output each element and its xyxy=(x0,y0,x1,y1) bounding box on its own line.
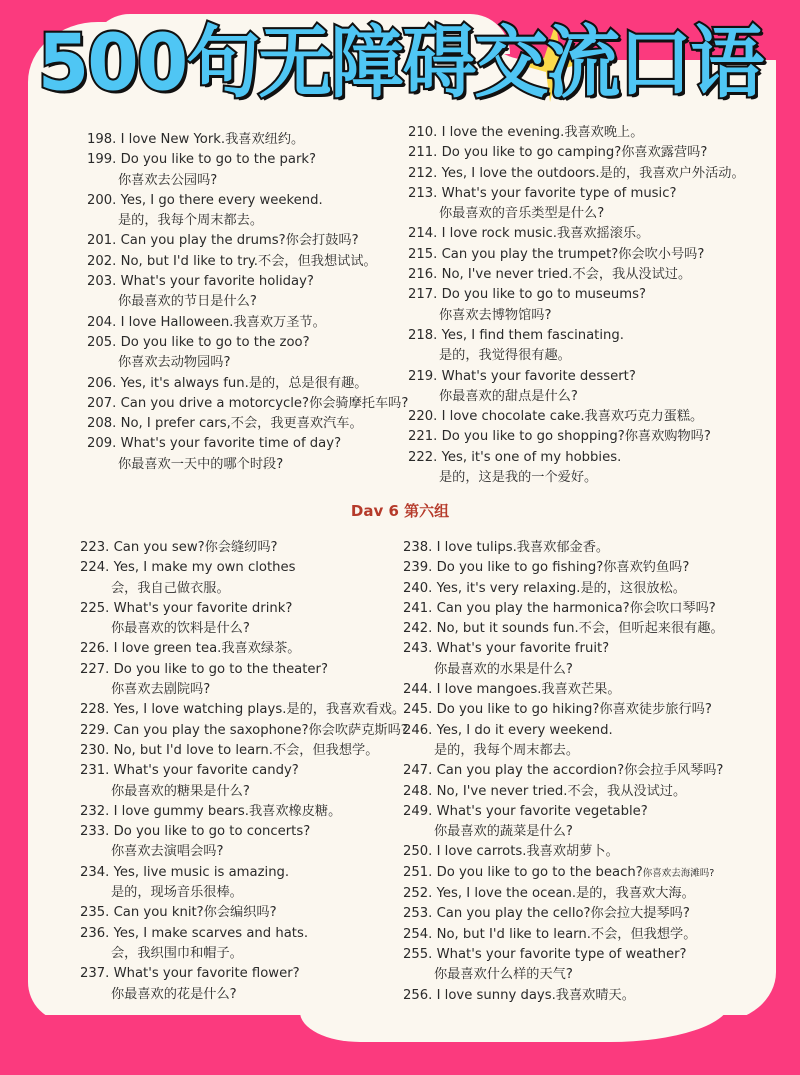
phrase-item xyxy=(403,945,724,986)
phrase-item xyxy=(403,538,724,558)
phrase-chinese: 不会，我从没试过。 xyxy=(567,783,687,799)
phrase-item xyxy=(87,191,408,232)
phrase-english: No, but I'd like to learn. xyxy=(436,926,591,942)
phrase-number: 233. xyxy=(80,824,110,840)
phrase-item xyxy=(408,143,745,163)
phrase-item xyxy=(403,782,724,802)
section2-right-column xyxy=(403,538,724,1006)
phrase-chinese: 我喜欢芒果。 xyxy=(541,682,621,698)
phrase-chinese: 我喜欢胡萝卜。 xyxy=(526,844,619,860)
phrase-item xyxy=(87,252,408,272)
phrase-english: What's your favorite vegetable? xyxy=(436,803,648,819)
phrase-item xyxy=(80,700,408,720)
phrase-chinese: 你会缝纫吗? xyxy=(204,540,278,555)
day-heading: Dav 6 第六组 xyxy=(350,502,450,520)
phrase-english: Can you sew? xyxy=(113,540,205,555)
phrase-chinese: 是的，我喜欢大海。 xyxy=(576,886,695,902)
phrase-item xyxy=(87,394,408,414)
phrase-chinese: 是的，这是我的一个爱好。 xyxy=(439,470,598,486)
phrase-number: 214. xyxy=(408,226,438,242)
phrase-item xyxy=(408,265,745,285)
phrase-item xyxy=(408,448,745,489)
phrase-chinese: 是的，我觉得很有趣。 xyxy=(439,348,571,364)
phrase-english: No, I've never tried. xyxy=(441,267,573,283)
phrase-english: I love tulips. xyxy=(436,540,517,555)
phrase-chinese: 不会，我更喜欢汽车。 xyxy=(230,416,363,432)
phrase-chinese: 你会骑摩托车吗? xyxy=(309,395,409,411)
phrase-english: Yes, I make scarves and hats. xyxy=(113,925,309,941)
phrase-chinese: 你喜欢露营吗? xyxy=(621,145,708,161)
phrase-english: No, but I'd love to learn. xyxy=(113,742,273,758)
phrase-chinese: 你会吹小号吗? xyxy=(618,246,705,262)
phrase-number: 235. xyxy=(80,905,110,921)
phrase-chinese: 不会，但我想学。 xyxy=(272,742,379,758)
phrase-english: Do you like to go to the park? xyxy=(120,152,317,168)
phrase-chinese: 你会吹萨克斯吗? xyxy=(308,722,408,738)
phrase-number: 237. xyxy=(80,966,110,982)
phrase-item xyxy=(87,272,408,313)
phrase-item xyxy=(87,231,408,251)
phrase-english: Yes, it's very relaxing. xyxy=(436,580,581,596)
phrase-chinese: 你最喜欢的音乐类型是什么? xyxy=(439,206,605,222)
phrase-chinese: 你喜欢去演唱会吗? xyxy=(111,844,224,860)
phrase-number: 232. xyxy=(80,803,110,819)
phrase-item xyxy=(87,130,408,150)
phrase-number: 240. xyxy=(403,580,433,596)
phrase-item xyxy=(408,184,745,225)
phrase-chinese: 你喜欢去剧院吗? xyxy=(111,682,211,698)
phrase-number: 204. xyxy=(87,314,117,330)
phrase-item xyxy=(80,761,408,802)
phrase-item xyxy=(87,313,408,333)
phrase-english: I love green tea. xyxy=(113,641,222,657)
phrase-number: 230. xyxy=(80,742,110,758)
phrase-item xyxy=(403,925,724,945)
phrase-chinese: 是的，总是很有趣。 xyxy=(248,375,368,391)
phrase-chinese: 不会，但听起来很有趣。 xyxy=(578,621,724,637)
phrase-chinese: 你最喜欢的花是什么? xyxy=(111,986,237,1002)
phrase-number: 218. xyxy=(408,327,438,343)
phrase-english: I love gummy bears. xyxy=(113,803,249,819)
phrase-english: Do you like to go to the beach? xyxy=(436,864,643,880)
phrase-chinese: 你最喜欢的糖果是什么? xyxy=(111,783,250,799)
phrase-chinese: 你喜欢去博物馆吗? xyxy=(439,307,552,323)
phrase-chinese: 我喜欢万圣节。 xyxy=(233,314,326,330)
phrase-number: 252. xyxy=(403,886,433,902)
phrase-chinese: 是的，我喜欢户外活动。 xyxy=(599,165,745,181)
phrase-english: Yes, it's always fun. xyxy=(120,375,249,391)
phrase-english: I love Halloween. xyxy=(120,314,234,330)
phrase-chinese: 会，我织围巾和帽子。 xyxy=(111,945,243,961)
phrase-item xyxy=(80,660,408,701)
phrase-chinese: 我喜欢郁金香。 xyxy=(516,540,610,555)
phrase-item xyxy=(80,558,408,599)
phrase-english: I love New York. xyxy=(120,132,226,147)
section1-right-column xyxy=(408,123,745,488)
phrase-number: 221. xyxy=(408,429,438,445)
phrase-item xyxy=(408,164,745,184)
phrase-item xyxy=(87,150,408,191)
phrase-chinese: 你喜欢徒步旅行吗? xyxy=(599,702,712,718)
phrase-chinese: 你会拉大提琴吗? xyxy=(590,906,690,922)
phrase-item xyxy=(403,639,724,680)
phrase-english: Do you like to go shopping? xyxy=(441,429,625,445)
phrase-item xyxy=(80,741,408,761)
phrase-number: 225. xyxy=(80,600,110,616)
phrase-chinese: 我喜欢晴天。 xyxy=(555,987,635,1003)
phrase-number: 234. xyxy=(80,864,110,880)
phrase-item xyxy=(80,924,408,965)
phrase-item xyxy=(87,333,408,374)
phrase-number: 227. xyxy=(80,661,110,677)
phrase-english: Do you like to go camping? xyxy=(441,145,622,161)
section2-left-column xyxy=(80,538,408,1005)
phrase-chinese: 会，我自己做衣服。 xyxy=(111,580,230,596)
phrase-english: What's your favorite fruit? xyxy=(436,641,610,657)
phrase-english: No, I prefer cars, xyxy=(120,416,231,432)
phrase-item xyxy=(80,964,408,1005)
phrase-item xyxy=(80,639,408,659)
phrase-item xyxy=(408,224,745,244)
phrase-item xyxy=(80,538,408,558)
phrase-english: Can you play the cello? xyxy=(436,906,591,922)
phrase-english: Yes, I love the outdoors. xyxy=(441,165,600,181)
phrase-number: 203. xyxy=(87,274,117,290)
phrase-chinese: 你喜欢去海滩吗? xyxy=(642,867,715,879)
section1-left-column xyxy=(87,130,408,475)
phrase-number: 251. xyxy=(403,864,433,880)
phrase-item xyxy=(80,721,408,741)
phrase-item xyxy=(80,903,408,923)
phrase-number: 224. xyxy=(80,560,110,576)
phrase-chinese: 你会拉手风琴吗? xyxy=(624,763,724,779)
phrase-english: I love the evening. xyxy=(441,125,565,140)
phrase-english: What's your favorite type of music? xyxy=(441,185,677,201)
phrase-number: 246. xyxy=(403,722,433,738)
phrase-item xyxy=(403,986,724,1006)
phrase-chinese: 是的，这很放松。 xyxy=(580,580,686,596)
phrase-number: 199. xyxy=(87,152,117,168)
phrase-number: 202. xyxy=(87,253,117,269)
phrase-item xyxy=(403,721,724,762)
phrase-chinese: 你会吹口琴吗? xyxy=(629,600,716,616)
phrase-number: 229. xyxy=(80,722,110,738)
phrase-number: 217. xyxy=(408,287,438,303)
phrase-number: 249. xyxy=(403,803,433,819)
phrase-item xyxy=(403,558,724,578)
phrase-item xyxy=(403,599,724,619)
phrase-number: 215. xyxy=(408,246,438,262)
phrase-english: What's your favorite dessert? xyxy=(441,368,636,384)
phrase-item xyxy=(403,579,724,599)
phrase-chinese: 你最喜欢的节日是什么? xyxy=(118,294,257,310)
phrase-english: What's your favorite flower? xyxy=(113,966,300,982)
phrase-item xyxy=(80,599,408,640)
phrase-chinese: 你最喜欢什么样的天气? xyxy=(434,967,573,983)
phrase-number: 206. xyxy=(87,375,117,391)
phrase-chinese: 你喜欢去公园吗? xyxy=(118,172,218,188)
phrase-number: 220. xyxy=(408,409,438,425)
phrase-number: 243. xyxy=(403,641,433,657)
phrase-chinese: 你最喜欢的甜点是什么? xyxy=(439,388,578,404)
phrase-english: Can you play the saxophone? xyxy=(113,722,309,738)
phrase-item xyxy=(403,904,724,924)
phrase-english: Can you play the harmonica? xyxy=(436,600,630,616)
phrase-number: 209. xyxy=(87,436,117,452)
phrase-number: 256. xyxy=(403,987,433,1003)
phrase-chinese: 是的，我每个周末都去。 xyxy=(434,742,580,758)
phrase-item xyxy=(87,414,408,434)
phrase-english: What's your favorite type of weather? xyxy=(436,946,687,962)
phrase-english: Do you like to go fishing? xyxy=(436,560,604,576)
phrase-item xyxy=(80,822,408,863)
phrase-chinese: 我喜欢橡皮糖。 xyxy=(248,803,342,819)
phrase-chinese: 我喜欢晚上。 xyxy=(564,125,644,140)
phrase-english: What's your favorite candy? xyxy=(113,763,299,779)
phrase-english: What's your favorite drink? xyxy=(113,600,293,616)
phrase-chinese: 你最喜欢一天中的哪个时段? xyxy=(118,456,284,472)
phrase-english: I love sunny days. xyxy=(436,987,556,1003)
phrase-english: Do you like to go to concerts? xyxy=(113,824,311,840)
phrase-chinese: 你喜欢购物吗? xyxy=(624,429,711,445)
phrase-number: 200. xyxy=(87,192,117,208)
phrase-english: Yes, I go there every weekend. xyxy=(120,192,323,208)
phrase-english: Yes, I love the ocean. xyxy=(436,886,577,902)
phrase-chinese: 我喜欢纽约。 xyxy=(225,132,305,147)
phrase-english: Yes, I find them fascinating. xyxy=(441,327,624,343)
phrase-chinese: 不会，我从没试过。 xyxy=(572,267,692,283)
phrase-number: 205. xyxy=(87,334,117,350)
phrase-item xyxy=(403,761,724,781)
phrase-english: I love chocolate cake. xyxy=(441,409,585,425)
phrase-chinese: 我喜欢绿茶。 xyxy=(221,641,301,657)
phrase-item xyxy=(403,680,724,700)
phrase-number: 228. xyxy=(80,702,110,718)
phrase-chinese: 不会，但我想试试。 xyxy=(258,253,377,269)
phrase-item xyxy=(403,802,724,843)
phrase-english: Do you like to go to museums? xyxy=(441,287,646,303)
phrase-english: No, but I'd like to try. xyxy=(120,253,259,269)
phrase-number: 253. xyxy=(403,906,433,922)
phrase-item xyxy=(80,802,408,822)
phrase-number: 241. xyxy=(403,600,433,616)
phrase-number: 201. xyxy=(87,233,117,249)
phrase-item xyxy=(403,842,724,862)
phrase-chinese: 我喜欢巧克力蛋糕。 xyxy=(584,409,704,425)
phrase-number: 213. xyxy=(408,185,438,201)
phrase-english: Yes, live music is amazing. xyxy=(113,864,290,880)
phrase-english: I love mangoes. xyxy=(436,682,542,698)
phrase-item xyxy=(87,434,408,475)
card-bottom-lobe-decoration xyxy=(300,1000,730,1042)
phrase-english: Can you drive a motorcycle? xyxy=(120,395,310,411)
phrase-english: I love carrots. xyxy=(436,844,527,860)
phrase-english: What's your favorite time of day? xyxy=(120,436,342,452)
phrase-number: 219. xyxy=(408,368,438,384)
phrase-number: 242. xyxy=(403,621,433,637)
phrase-item xyxy=(408,285,745,326)
phrase-english: Can you knit? xyxy=(113,905,204,921)
phrase-number: 244. xyxy=(403,682,433,698)
phrase-number: 212. xyxy=(408,165,438,181)
phrase-english: Yes, I love watching plays. xyxy=(113,702,287,718)
phrase-number: 250. xyxy=(403,844,433,860)
phrase-english: No, but it sounds fun. xyxy=(436,621,579,637)
phrase-item xyxy=(403,700,724,720)
page-title: 500句无障碍交流口语 xyxy=(37,17,763,109)
phrase-chinese: 你最喜欢的饮料是什么? xyxy=(111,621,250,637)
phrase-chinese: 你最喜欢的蔬菜是什么? xyxy=(434,824,573,840)
phrase-chinese: 我喜欢摇滚乐。 xyxy=(556,226,650,242)
phrase-number: 236. xyxy=(80,925,110,941)
phrase-number: 238. xyxy=(403,540,433,555)
phrase-english: Yes, I do it every weekend. xyxy=(436,722,613,738)
phrase-number: 216. xyxy=(408,267,438,283)
phrase-item xyxy=(408,245,745,265)
phrase-item xyxy=(408,427,745,447)
phrase-chinese: 是的，现场音乐很棒。 xyxy=(111,885,243,901)
phrase-item xyxy=(403,884,724,904)
phrase-chinese: 是的，我每个周末都去。 xyxy=(118,213,264,229)
phrase-english: Yes, I make my own clothes xyxy=(113,560,296,576)
phrase-chinese: 你喜欢去动物园吗? xyxy=(118,355,231,371)
phrase-chinese: 你会编织吗? xyxy=(203,905,277,921)
phrase-chinese: 你喜欢钓鱼吗? xyxy=(603,560,690,576)
phrase-item xyxy=(403,619,724,639)
phrase-english: No, I've never tried. xyxy=(436,783,568,799)
phrase-item xyxy=(408,326,745,367)
phrase-number: 210. xyxy=(408,125,438,140)
phrase-number: 211. xyxy=(408,145,438,161)
phrase-english: Can you play the accordion? xyxy=(436,763,625,779)
phrase-item xyxy=(403,863,724,884)
phrase-number: 198. xyxy=(87,132,117,147)
phrase-english: Do you like to go to the zoo? xyxy=(120,334,310,350)
phrase-item xyxy=(408,407,745,427)
phrase-english: Yes, it's one of my hobbies. xyxy=(441,449,622,465)
phrase-number: 208. xyxy=(87,416,117,432)
phrase-number: 207. xyxy=(87,395,117,411)
phrase-number: 248. xyxy=(403,783,433,799)
phrase-english: Do you like to go to the theater? xyxy=(113,661,328,677)
phrase-number: 247. xyxy=(403,763,433,779)
phrase-item xyxy=(80,863,408,904)
phrase-english: Can you play the drums? xyxy=(120,233,286,249)
phrase-english: Can you play the trumpet? xyxy=(441,246,619,262)
phrase-number: 239. xyxy=(403,560,433,576)
phrase-item xyxy=(408,367,745,408)
phrase-chinese: 是的，我喜欢看戏。 xyxy=(286,702,406,718)
phrase-chinese: 不会，但我想学。 xyxy=(590,926,697,942)
phrase-english: What's your favorite holiday? xyxy=(120,274,314,290)
phrase-item xyxy=(408,123,745,143)
phrase-english: Do you like to go hiking? xyxy=(436,702,600,718)
phrase-number: 223. xyxy=(80,540,110,555)
phrase-number: 222. xyxy=(408,449,438,465)
phrase-chinese: 你会打鼓吗? xyxy=(285,233,359,249)
phrase-item xyxy=(87,374,408,394)
phrase-number: 245. xyxy=(403,702,433,718)
phrase-english: I love rock music. xyxy=(441,226,557,242)
phrase-number: 254. xyxy=(403,926,433,942)
phrase-number: 231. xyxy=(80,763,110,779)
phrase-number: 226. xyxy=(80,641,110,657)
phrase-chinese: 你最喜欢的水果是什么? xyxy=(434,661,573,677)
phrase-number: 255. xyxy=(403,946,433,962)
